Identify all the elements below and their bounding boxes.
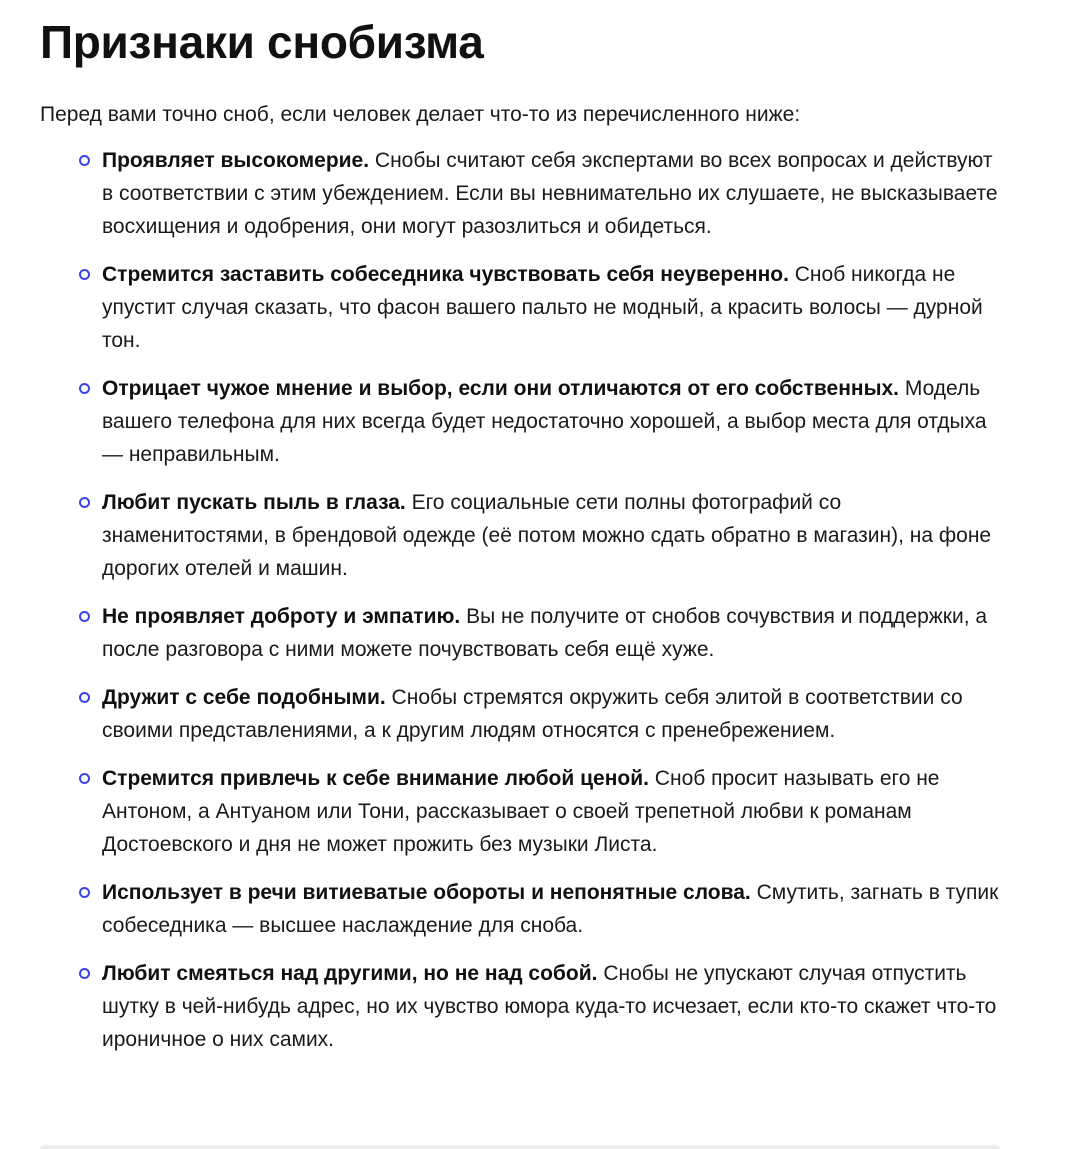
item-lead: Не проявляет доброту и эмпатию. xyxy=(102,605,461,628)
signs-list xyxy=(40,144,1002,1056)
item-lead: Проявляет высокомерие. xyxy=(102,149,370,172)
item-text: Смутить, загнать в тупик собеседника — высшее наслаждение для сноба. xyxy=(102,881,999,937)
list-item xyxy=(102,681,1002,747)
article-title: Признаки снобизма xyxy=(40,16,484,68)
item-text: Модель вашего телефона для них всегда будет недостаточно хорошей, а выбор места для отдыха — неправильным. xyxy=(102,377,987,466)
item-text: Снобы стремятся окружить себя элитой в соответствии со своими представлениями, а к другим людям относятся с пренебрежением. xyxy=(102,686,963,742)
item-text: Его социальные сети полны фотографий со знаменитостями, в брендовой одежде (её потом можно сдать обратно в магазин), на фоне дорогих отелей и машин. xyxy=(102,491,992,580)
bullet-circle-icon xyxy=(79,269,90,280)
item-text: Снобы не упускают случая отпустить шутку в чей-нибудь адрес, но их чувство юмора куда-то исчезает, если кто-то скажет что-то ироничное о них самих. xyxy=(102,962,997,1051)
item-lead: Стремится заставить собеседника чувствовать себя неуверенно. xyxy=(102,263,789,286)
item-lead: Любит смеяться над другими, но не над собой. xyxy=(102,962,598,985)
list-item xyxy=(102,486,1002,585)
item-lead: Любит пускать пыль в глаза. xyxy=(102,491,406,514)
item-text: Сноб просит называть его не Антоном, а Антуаном или Тони, рассказывает о своей трепетной любви к романам Достоевского и дня не может прожить без музыки Листа. xyxy=(102,767,940,856)
list-item xyxy=(102,600,1002,666)
list-item xyxy=(102,876,1002,942)
list-item xyxy=(102,957,1002,1056)
bullet-circle-icon xyxy=(79,773,90,784)
item-text: Снобы считают себя экспертами во всех вопросах и действуют в соответствии с этим убеждением. Если вы невнимательно их слушаете, не высказываете восхищения и одобрения, они могут разозлиться и обидеться. xyxy=(102,149,998,238)
list-item xyxy=(102,762,1002,861)
item-text: Сноб никогда не упустит случая сказать, что фасон вашего пальто не модный, а красить волосы — дурной тон. xyxy=(102,263,983,352)
bullet-circle-icon xyxy=(79,383,90,394)
bullet-circle-icon xyxy=(79,155,90,166)
bullet-circle-icon xyxy=(79,968,90,979)
list-item xyxy=(102,144,1002,243)
item-text: Вы не получите от снобов сочувствия и поддержки, а после разговора с ними можете почувствовать себя ещё хуже. xyxy=(102,605,988,661)
bullet-circle-icon xyxy=(79,497,90,508)
list-item xyxy=(102,258,1002,357)
item-lead: Стремится привлечь к себе внимание любой ценой. xyxy=(102,767,649,790)
article-intro: Перед вами точно сноб, если человек делает что-то из перечисленного ниже: xyxy=(40,103,801,126)
item-lead: Отрицает чужое мнение и выбор, если они отличаются от его собственных. xyxy=(102,377,900,400)
item-lead: Дружит с себе подобными. xyxy=(102,686,386,709)
list-item xyxy=(102,372,1002,471)
bullet-circle-icon xyxy=(79,887,90,898)
next-block-edge xyxy=(40,1145,1000,1149)
item-lead: Использует в речи витиеватые обороты и непонятные слова. xyxy=(102,881,751,904)
bullet-circle-icon xyxy=(79,611,90,622)
bullet-circle-icon xyxy=(79,692,90,703)
